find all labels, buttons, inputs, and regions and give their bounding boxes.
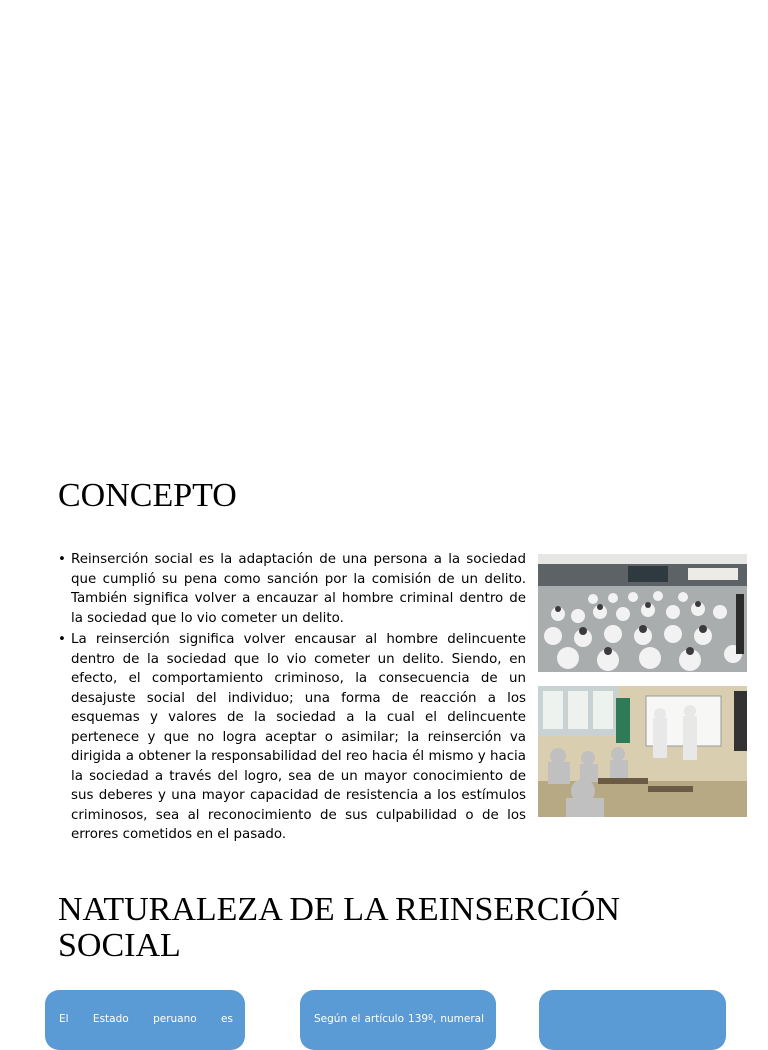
info-card-2 xyxy=(300,990,496,1050)
bullet-item-1: • Reinserción social es la adaptación de una persona a la sociedad que cumplió su pena como sanción por la comisión de un delito. También significa volver a encauzar al hombre criminal dentro de la sociedad que lo vio cometer un delito. xyxy=(58,550,526,628)
section-title-naturaleza: NATURALEZA DE LA REINSERCIÓN SOCIAL xyxy=(58,891,620,964)
section-title-concepto: CONCEPTO xyxy=(58,477,237,514)
prison-classroom-photo xyxy=(538,686,747,817)
info-card-2-text: Según el artículo 139º, numeral xyxy=(314,1013,484,1025)
info-card-3 xyxy=(539,990,726,1050)
bullet-item-2: • La reinserción significa volver encausar al hombre delincuente dentro de la sociedad que lo vio cometer un delito. Siendo, en efecto, el comportamiento criminoso, la consecuencia de un desajuste social del individuo; una forma de reacción a los esquemas y valores de la sociedad a la cual el delincuente pertenece y que no logra aceptar o asimilar; la reinserción va dirigida a obtener la responsabilidad del reo hacia él mismo y hacia la sociedad a través del logro, sea de un mayor conocimiento de sus deberes y una mayor capacidad de resistencia a los estímulos criminosos, sea al reconocimiento de sus culpabilidad o de los errores cometidos en el pasado. xyxy=(58,630,526,845)
prison-assembly-photo xyxy=(538,554,747,672)
info-card-1-text: El Estado peruano es xyxy=(59,1013,233,1025)
blank-page-area xyxy=(0,0,768,470)
info-card-1 xyxy=(45,990,245,1050)
concepto-bullet-list xyxy=(58,550,526,847)
